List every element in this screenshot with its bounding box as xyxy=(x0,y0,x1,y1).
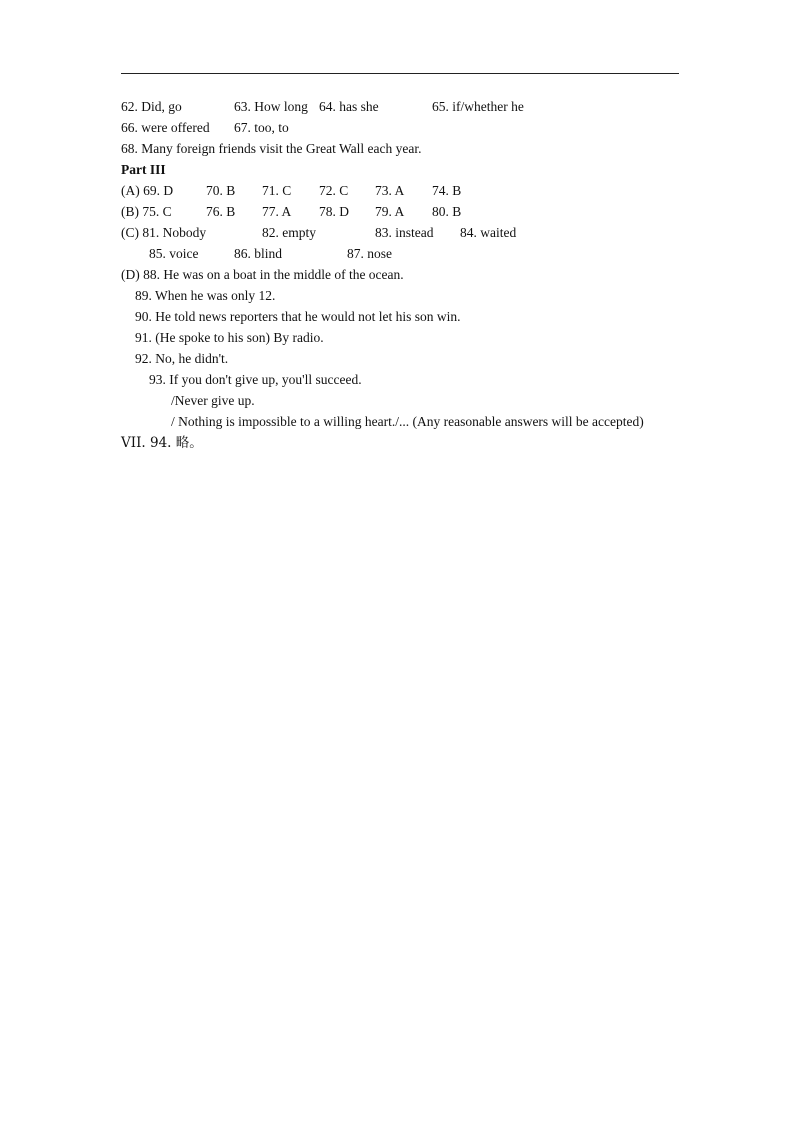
answer-83: 83. instead xyxy=(375,225,434,240)
answer-79: 79. A xyxy=(375,204,405,219)
answer-66: 66. were offered xyxy=(121,120,210,135)
answer-94: VII. 94. 略。 xyxy=(121,435,203,451)
answer-63: 63. How long xyxy=(234,99,308,114)
answer-91: 91. (He spoke to his son) By radio. xyxy=(135,330,324,345)
answer-68: 68. Many foreign friends visit the Great Wall each year. xyxy=(121,141,422,156)
answer-92: 92. No, he didn't. xyxy=(135,351,229,366)
answer-69: (A) 69. D xyxy=(121,183,174,198)
answer-82: 82. empty xyxy=(262,225,316,240)
header-rule xyxy=(121,73,679,74)
answer-93: 93. If you don't give up, you'll succeed. xyxy=(149,372,362,387)
answer-75: (B) 75. C xyxy=(121,204,172,219)
answer-89: 89. When he was only 12. xyxy=(135,288,276,303)
answer-72: 72. C xyxy=(319,183,349,198)
answer-71: 71. C xyxy=(262,183,292,198)
answer-93-alternative-2: / Nothing is impossible to a willing heart./... (Any reasonable answers will be accepted) xyxy=(171,414,644,429)
answer-86: 86. blind xyxy=(234,246,283,261)
answer-85: 85. voice xyxy=(149,246,199,261)
answer-88: (D) 88. He was on a boat in the middle of the ocean. xyxy=(121,267,404,282)
answer-81: (C) 81. Nobody xyxy=(121,225,207,240)
answer-87: 87. nose xyxy=(347,246,392,261)
answer-77: 77. A xyxy=(262,204,292,219)
answer-76: 76. B xyxy=(206,204,236,219)
answer-78: 78. D xyxy=(319,204,349,219)
answer-65: 65. if/whether he xyxy=(432,99,524,114)
answer-80: 80. B xyxy=(432,204,462,219)
answer-70: 70. B xyxy=(206,183,236,198)
answer-93-alternative-1: /Never give up. xyxy=(171,393,255,408)
answer-67: 67. too, to xyxy=(234,120,289,135)
answer-64: 64. has she xyxy=(319,99,379,114)
part-iii-heading: Part III xyxy=(121,162,166,177)
answer-73: 73. A xyxy=(375,183,405,198)
answer-84: 84. waited xyxy=(460,225,517,240)
answer-62: 62. Did, go xyxy=(121,99,182,114)
answer-74: 74. B xyxy=(432,183,462,198)
answer-90: 90. He told news reporters that he would not let his son win. xyxy=(135,309,461,324)
